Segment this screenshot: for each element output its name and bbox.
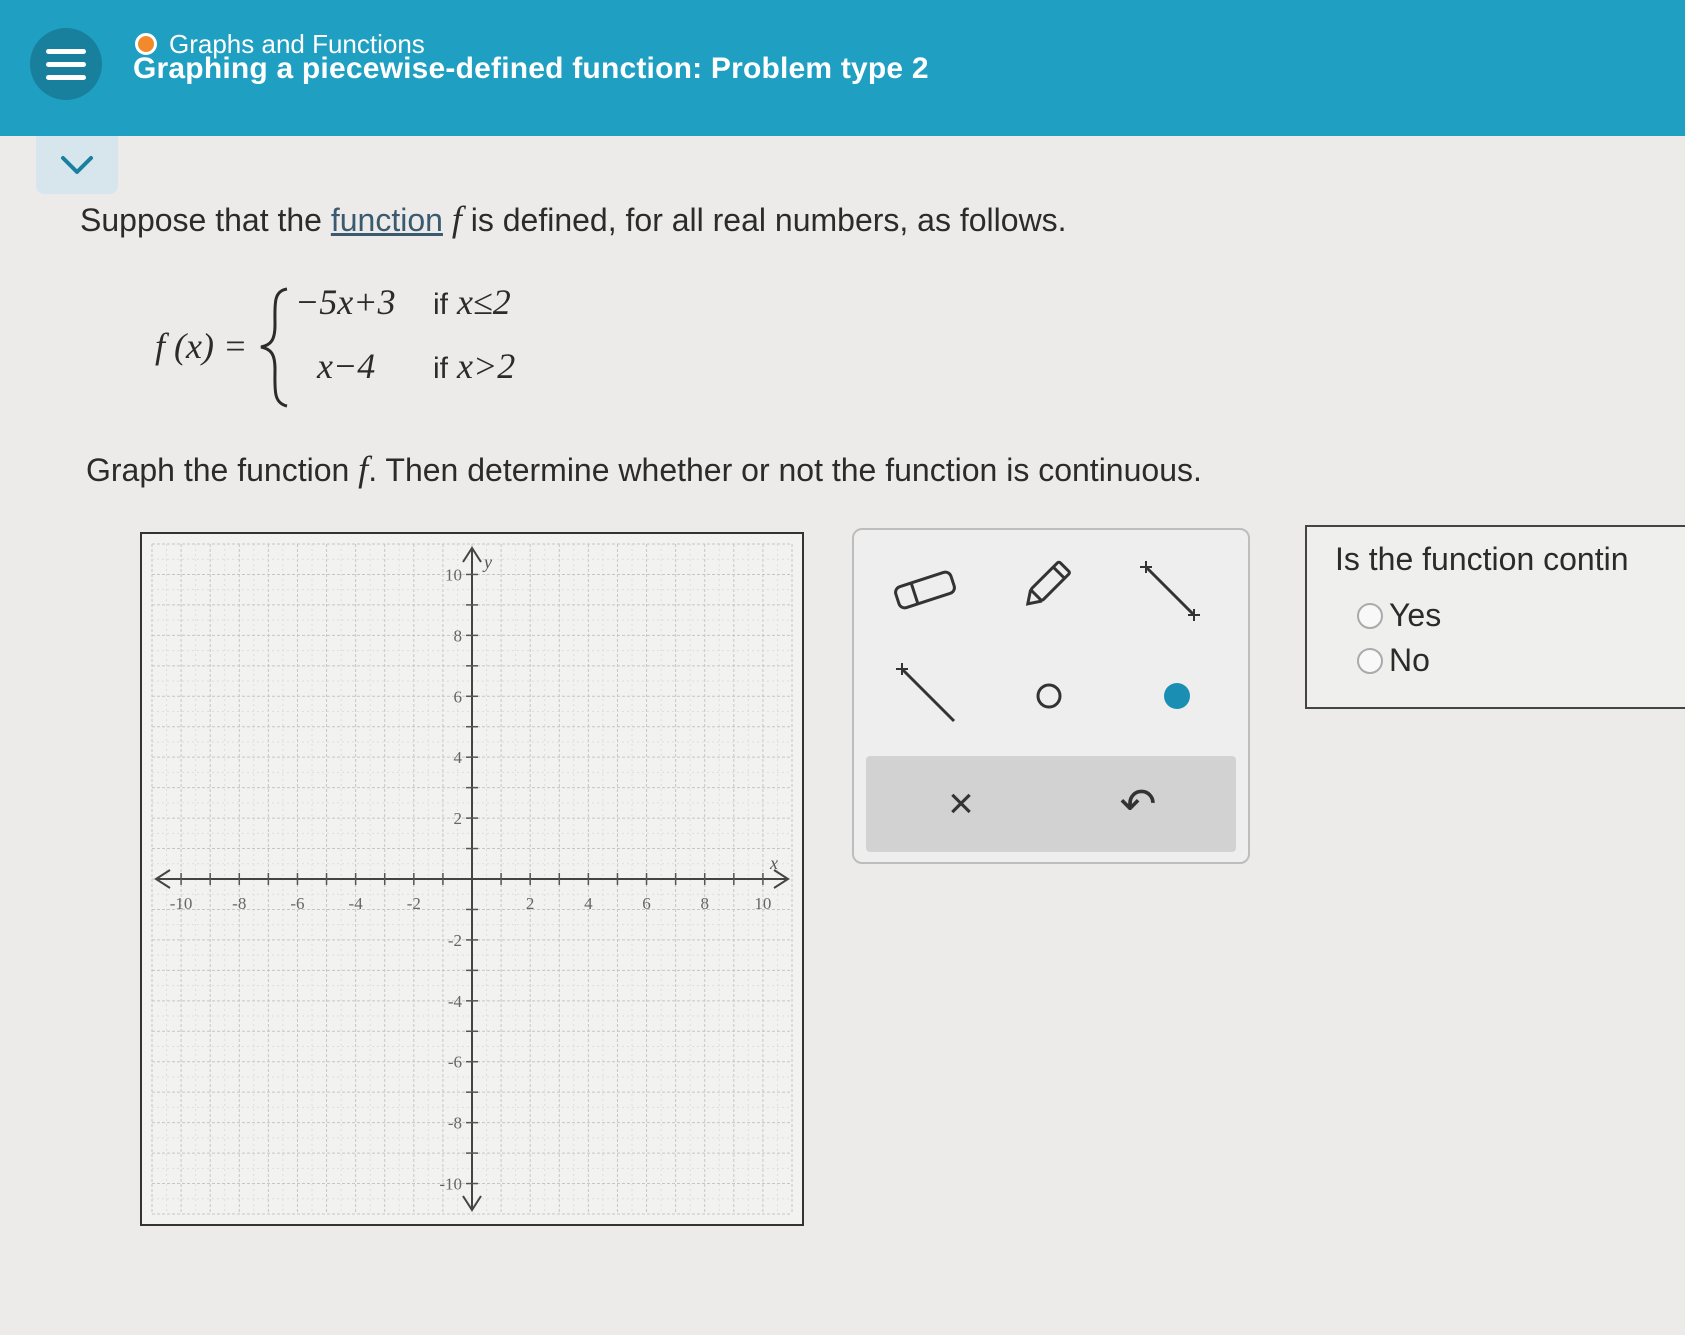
graph-tools-panel xyxy=(852,528,1250,864)
ray-icon xyxy=(894,661,964,731)
clear-button[interactable] xyxy=(911,766,1011,842)
graph-area[interactable] xyxy=(140,532,804,1226)
y-tick-label: -4 xyxy=(447,991,462,1011)
x-tick-label: -10 xyxy=(169,894,193,913)
undo-icon: ↶ xyxy=(1119,779,1157,829)
header-bar xyxy=(0,0,1685,136)
y-tick-label: 2 xyxy=(453,809,462,829)
y-tick-label: 4 xyxy=(453,748,462,768)
function-symbol: f xyxy=(451,199,462,239)
y-tick-label: -6 xyxy=(447,1052,462,1072)
x-axis-label: x xyxy=(770,853,778,873)
eraser-icon xyxy=(890,565,960,615)
instruction-function-symbol: f xyxy=(358,449,369,489)
y-tick-label: 8 xyxy=(453,626,462,646)
open-circle-tool[interactable] xyxy=(1004,656,1094,736)
y-tick-label: 6 xyxy=(453,687,462,707)
coordinate-plane[interactable] xyxy=(142,534,802,1224)
piece2-condition xyxy=(433,345,515,387)
collapse-button[interactable] xyxy=(36,136,118,194)
instruction-text xyxy=(86,448,1202,490)
topic-label: Graphs and Functions xyxy=(169,28,425,59)
option-yes[interactable] xyxy=(1357,597,1441,634)
y-tick-label: 10 xyxy=(445,565,462,585)
undo-button[interactable] xyxy=(1088,766,1188,842)
closed-circle-tool[interactable] xyxy=(1132,656,1222,736)
intro-text: Suppose that the xyxy=(80,202,331,238)
y-tick-label: -10 xyxy=(439,1174,462,1194)
piece1-if: if xyxy=(433,288,448,321)
option-no[interactable] xyxy=(1357,642,1430,679)
piece1-expression: −5x+3 xyxy=(295,282,396,322)
x-tick-label: 6 xyxy=(642,894,651,913)
eraser-tool[interactable] xyxy=(880,550,970,630)
ray-tool[interactable] xyxy=(884,656,974,736)
piece1-condition xyxy=(433,281,511,323)
open-circle-icon xyxy=(1029,676,1069,716)
x-tick-label: -4 xyxy=(348,894,363,913)
x-tick-label: 10 xyxy=(754,894,772,913)
x-tick-label: 4 xyxy=(584,894,593,913)
curly-brace-icon xyxy=(255,285,295,410)
menu-icon-line xyxy=(46,62,86,67)
function-lhs: f (x) = xyxy=(155,326,248,366)
closed-circle-icon xyxy=(1157,676,1197,716)
close-icon: × xyxy=(948,779,974,828)
x-tick-label: -6 xyxy=(290,894,305,913)
option-yes-label: Yes xyxy=(1389,597,1442,633)
x-tick-label: 8 xyxy=(700,894,709,913)
y-axis-label: y xyxy=(484,552,492,572)
option-no-label: No xyxy=(1389,642,1430,678)
page-title: Graphing a piecewise-defined function: Problem type 2 xyxy=(133,52,929,85)
piece2-cond: x>2 xyxy=(457,346,516,386)
piece2-if: if xyxy=(433,352,448,385)
y-tick-label: -2 xyxy=(447,930,462,950)
question-text: Is the function contin xyxy=(1335,541,1629,577)
continuity-question xyxy=(1305,525,1685,709)
x-tick-label: -8 xyxy=(232,894,247,913)
y-tick-label: -8 xyxy=(447,1113,462,1133)
piece2-expression: x−4 xyxy=(317,346,376,386)
piece1-cond: x≤2 xyxy=(457,282,511,322)
radio-no[interactable] xyxy=(1357,648,1383,674)
instruction-end: . Then determine whether or not the function is continuous. xyxy=(368,452,1202,488)
chevron-down-icon xyxy=(60,155,94,175)
problem-intro xyxy=(80,198,1067,240)
x-tick-label: -2 xyxy=(406,894,421,913)
action-bar xyxy=(866,756,1236,852)
line-segment-tool[interactable] xyxy=(1126,552,1216,632)
radio-yes[interactable] xyxy=(1357,603,1383,629)
pencil-icon xyxy=(1014,549,1084,619)
intro-text-end: is defined, for all real numbers, as follows. xyxy=(461,202,1067,238)
line-segment-icon xyxy=(1136,557,1206,627)
menu-icon-line xyxy=(46,75,86,80)
menu-button[interactable] xyxy=(30,28,102,100)
menu-icon-line xyxy=(46,49,86,54)
instruction-start: Graph the function xyxy=(86,452,359,488)
pencil-tool[interactable] xyxy=(1004,544,1094,624)
function-link[interactable]: function xyxy=(330,202,443,238)
x-tick-label: 2 xyxy=(525,894,535,913)
